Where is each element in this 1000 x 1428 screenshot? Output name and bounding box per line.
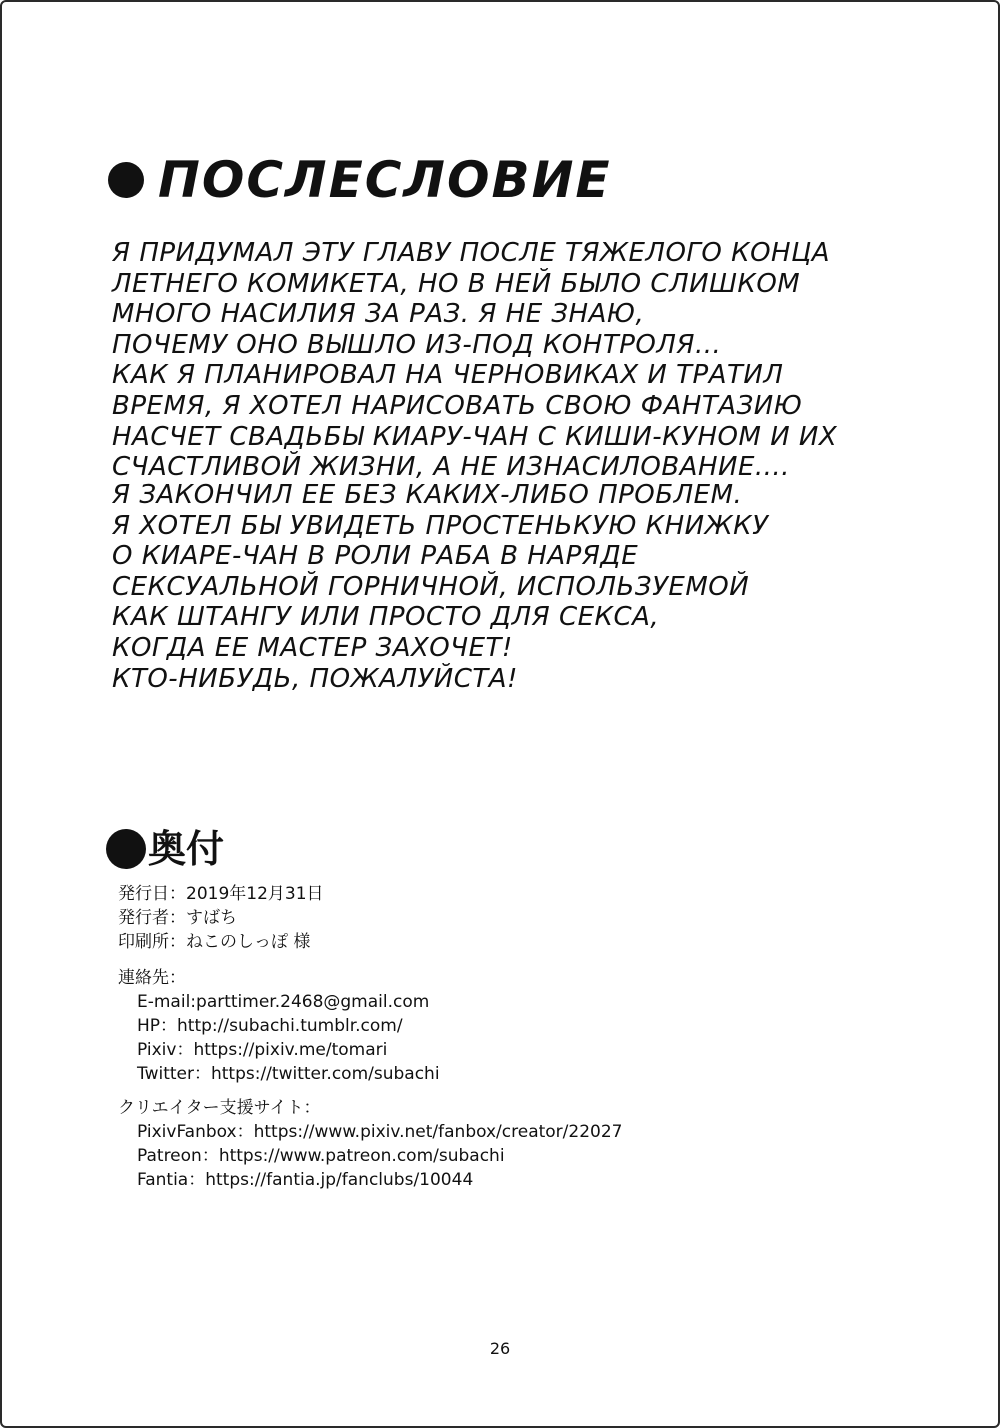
contact-homepage: HP：http://subachi.tumblr.com/ (137, 1016, 403, 1036)
text-line: НАСЧЕТ СВАДЬБЫ КИАРУ-ЧАН С КИШИ-КУНОМ И ИХ (112, 421, 838, 452)
contact-list (137, 990, 440, 1086)
afterword-paragraph-2 (112, 480, 768, 694)
text-line: Я ХОТЕЛ БЫ УВИДЕТЬ ПРОСТЕНЬКУЮ КНИЖКУ (112, 510, 769, 541)
creator-site-fantia: Fantia：https://fantia.jp/fanclubs/10044 (137, 1170, 474, 1190)
page-number: 26 (489, 1339, 511, 1358)
text-line: Я ПРИДУМАЛ ЭТУ ГЛАВУ ПОСЛЕ ТЯЖЕЛОГО КОНЦА (112, 238, 831, 268)
filled-circle-icon (106, 829, 146, 869)
contact-label: 連絡先： (118, 968, 186, 988)
afterword-heading (108, 150, 612, 210)
text-line: МНОГО НАСИЛИЯ ЗА РАЗ. Я НЕ ЗНАЮ, (112, 299, 645, 330)
text-line: КАК ШТАНГУ ИЛИ ПРОСТО ДЛЯ СЕКСА, (112, 602, 660, 633)
publisher: 発行者：すばち (118, 908, 237, 928)
filled-circle-icon (108, 162, 144, 198)
text-line: ПОЧЕМУ ОНО ВЫШЛО ИЗ-ПОД КОНТРОЛЯ... (112, 329, 722, 360)
colophon-heading (106, 826, 224, 872)
text-line: КОГДА ЕЕ МАСТЕР ЗАХОЧЕТ! (112, 632, 513, 663)
colophon-title: 奥付 (148, 827, 225, 871)
text-line: КТО-НИБУДЬ, ПОЖАЛУЙСТА! (112, 663, 518, 694)
publication-date: 発行日：2019年12月31日 (118, 884, 324, 904)
text-line: Я ЗАКОНЧИЛ ЕЕ БЕЗ КАКИХ-ЛИБО ПРОБЛЕМ. (112, 480, 743, 510)
creator-support-label: クリエイター支援サイト： (118, 1098, 321, 1118)
printer: 印刷所：ねこのしっぽ 様 (118, 932, 311, 952)
creator-site-pixivfanbox: PixivFanbox：https://www.pixiv.net/fanbox/creator/22027 (137, 1122, 623, 1142)
creator-support-list (137, 1120, 622, 1192)
contact-twitter: Twitter：https://twitter.com/subachi (137, 1064, 440, 1084)
text-line: СЧАСТЛИВОЙ ЖИЗНИ, А НЕ ИЗНАСИЛОВАНИЕ.... (112, 452, 790, 483)
afterword-title: ПОСЛЕСЛОВИЕ (158, 151, 612, 209)
creator-site-patreon: Patreon：https://www.patreon.com/subachi (137, 1146, 505, 1166)
text-line: СЕКСУАЛЬНОЙ ГОРНИЧНОЙ, ИСПОЛЬЗУЕМОЙ (112, 571, 750, 602)
afterword-paragraph-1 (112, 238, 837, 483)
text-line: ЛЕТНЕГО КОМИКЕТА, НО В НЕЙ БЫЛО СЛИШКОМ (112, 268, 801, 299)
publication-info (118, 882, 324, 954)
text-line: КАК Я ПЛАНИРОВАЛ НА ЧЕРНОВИКАХ И ТРАТИЛ (112, 360, 784, 391)
text-line: ВРЕМЯ, Я ХОТЕЛ НАРИСОВАТЬ СВОЮ ФАНТАЗИЮ (112, 390, 803, 421)
contact-email: E-mail:parttimer.2468@gmail.com (137, 992, 430, 1012)
contact-pixiv: Pixiv：https://pixiv.me/tomari (137, 1040, 388, 1060)
text-line: О КИАРЕ-ЧАН В РОЛИ РАБА В НАРЯДЕ (112, 541, 639, 572)
